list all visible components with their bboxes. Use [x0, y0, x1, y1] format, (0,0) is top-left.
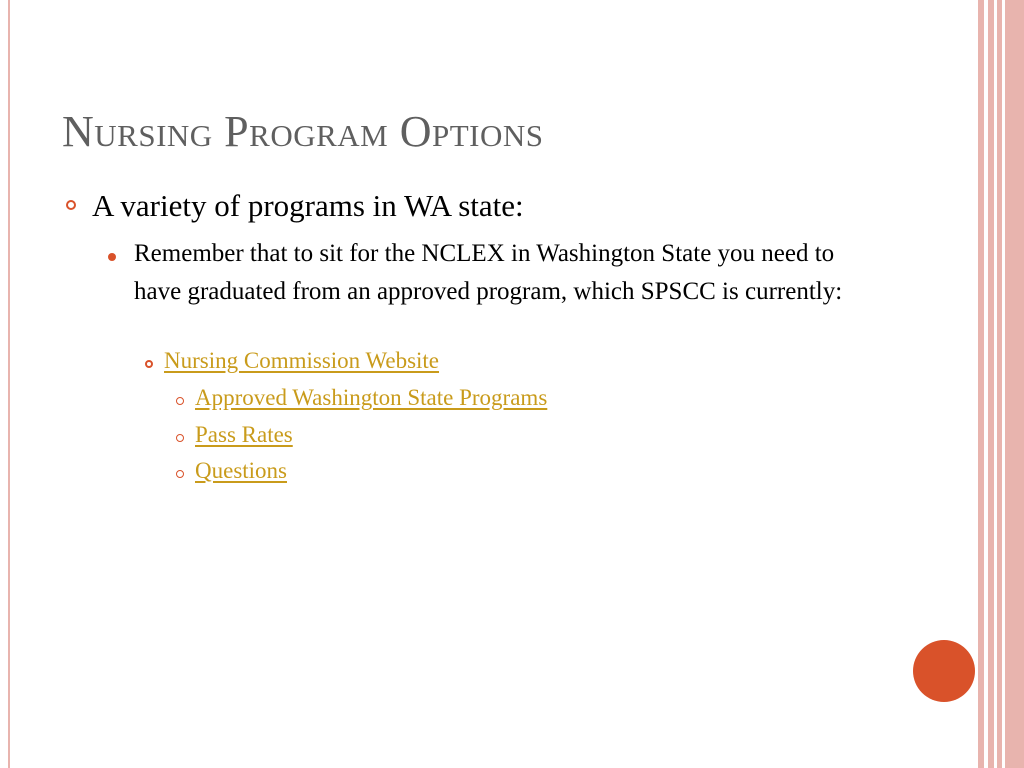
hollow-circle-bullet-icon — [176, 397, 184, 405]
questions-link[interactable]: Questions — [195, 458, 287, 483]
link-item — [195, 422, 293, 448]
nursing-commission-website-link[interactable]: Nursing Commission Website — [164, 348, 440, 373]
hollow-circle-bullet-icon — [145, 360, 153, 368]
slide-title: Nursing Program Options — [62, 107, 544, 156]
hollow-circle-bullet-icon — [176, 434, 184, 442]
pass-rates-link[interactable]: Pass Rates — [195, 422, 293, 447]
link-item — [195, 385, 547, 411]
hollow-circle-bullet-icon — [176, 470, 184, 478]
hollow-circle-bullet-icon — [66, 200, 76, 210]
link-item — [164, 348, 439, 374]
filled-circle-bullet-icon — [108, 253, 116, 261]
bullet-level1-text: A variety of programs in WA state: — [92, 188, 524, 223]
link-item — [195, 458, 287, 484]
bullet-level2-text: Remember that to sit for the NCLEX in Washington State you need to have graduated from an approved program, which SPSCC is currently: — [134, 240, 843, 305]
approved-washington-state-programs-link[interactable]: Approved Washington State Programs — [195, 385, 548, 410]
